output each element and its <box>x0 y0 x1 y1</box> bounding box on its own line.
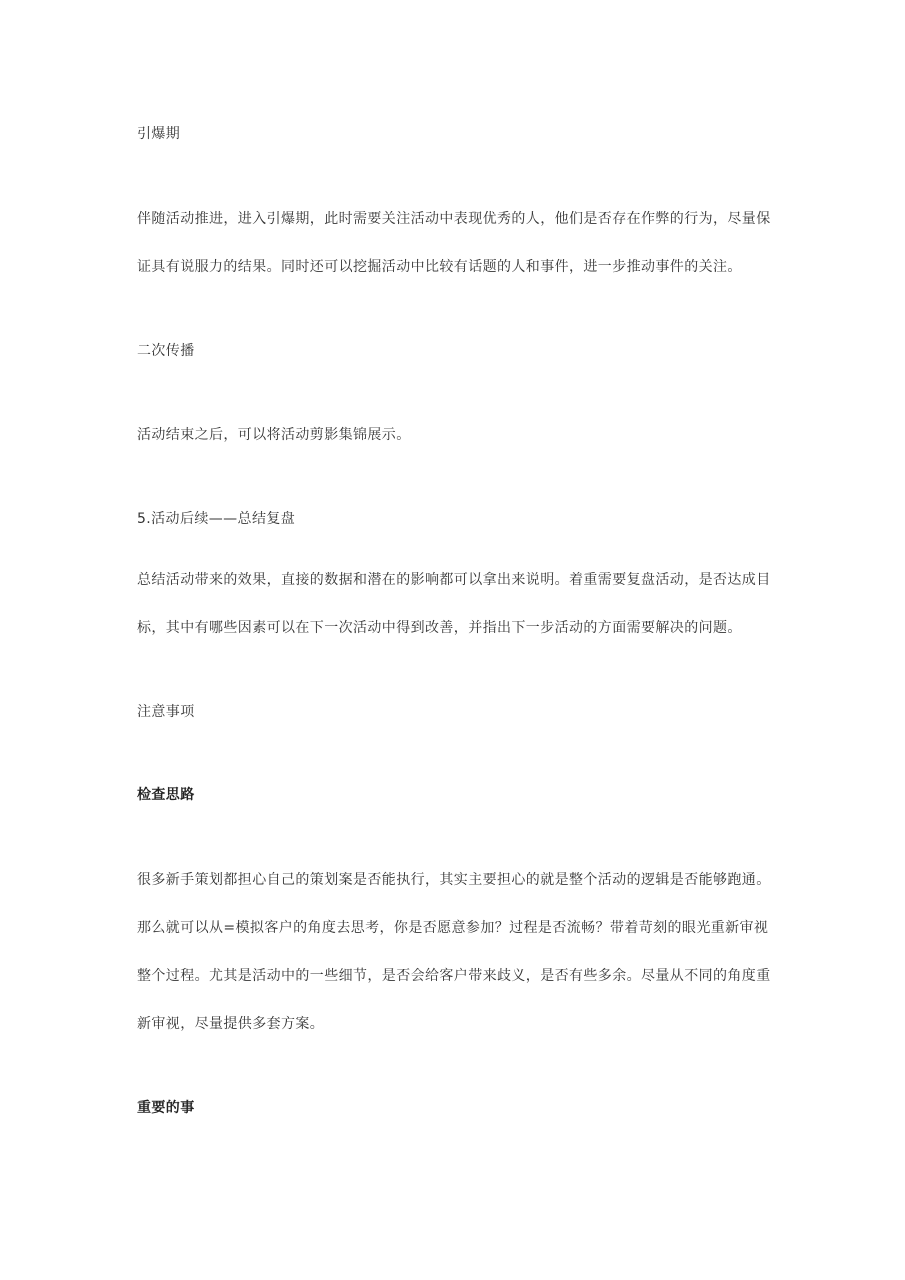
heading-important-things: 重要的事 <box>137 1100 195 1116</box>
paragraph-line: 总结活动带来的效果，直接的数据和潜在的影响都可以拿出来说明。着重需要复盘活动，是否达成目 <box>137 572 771 588</box>
paragraph-line: 整个过程。尤其是活动中的一些细节，是否会给客户带来歧义，是否有些多余。尽量从不同的角度重 <box>137 968 771 984</box>
heading-explosion-phase: 引爆期 <box>137 126 181 142</box>
paragraph-line: 新审视，尽量提供多套方案。 <box>137 1016 325 1032</box>
heading-followup-review: 5.活动后续——总结复盘 <box>137 511 296 527</box>
heading-secondary-spread: 二次传播 <box>137 343 195 359</box>
paragraph-line: 活动结束之后，可以将活动剪影集锦展示。 <box>137 427 411 443</box>
heading-check-logic: 检查思路 <box>137 787 195 803</box>
paragraph-line: 证具有说服力的结果。同时还可以挖掘活动中比较有话题的人和事件，进一步推动事件的关注。 <box>137 259 742 275</box>
paragraph-line: 标，其中有哪些因素可以在下一次活动中得到改善，并指出下一步活动的方面需要解决的问题。 <box>137 620 742 636</box>
paragraph-line: 伴随活动推进，进入引爆期，此时需要关注活动中表现优秀的人，他们是否存在作弊的行为，尽量保 <box>137 211 771 227</box>
paragraph-line: 很多新手策划都担心自己的策划案是否能执行，其实主要担心的就是整个活动的逻辑是否能够跑通。 <box>137 872 771 888</box>
paragraph-line: 那么就可以从=模拟客户的角度去思考，你是否愿意参加？过程是否流畅？带着苛刻的眼光重新审视 <box>137 920 769 936</box>
heading-notes: 注意事项 <box>137 704 195 720</box>
